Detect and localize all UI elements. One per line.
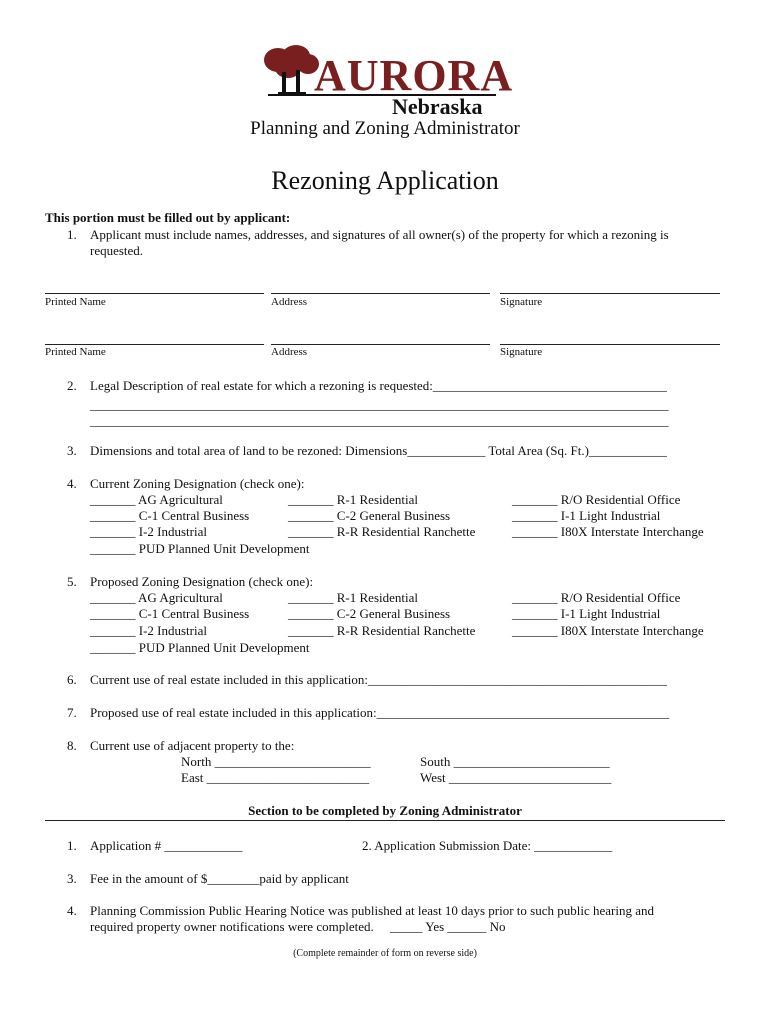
submission-date-field[interactable]: 2. Application Submission Date: ____________ [362, 838, 613, 853]
item-4-number: 4. [67, 476, 77, 491]
printed-name-label: Printed Name [45, 296, 106, 308]
proposed-zone-r1[interactable]: _______ R-1 Residential [288, 590, 418, 605]
proposed-zone-ag[interactable]: _______ AG Agricultural [90, 590, 223, 605]
proposed-zoning-heading: Proposed Zoning Designation (check one): [90, 574, 314, 589]
address-label: Address [271, 346, 308, 358]
current-zone-rr[interactable]: _______ R-R Residential Ranchette [288, 524, 476, 539]
item-8-number: 8. [67, 738, 77, 753]
item-6-number: 6. [67, 672, 77, 687]
logo-state: Nebraska [392, 94, 483, 119]
admin-item-4-number: 4. [67, 903, 77, 918]
signature-line-1[interactable] [500, 293, 720, 294]
admin-item-3-number: 3. [67, 871, 77, 886]
adjacent-west-field[interactable]: West _________________________ [420, 770, 612, 785]
proposed-use-field[interactable]: Proposed use of real estate included in this application:_____________________________________________ [90, 705, 670, 720]
adjacent-east-field[interactable]: East _________________________ [181, 770, 370, 785]
admin-section-heading: Section to be completed by Zoning Administrator [248, 803, 522, 818]
admin-section-rule [45, 820, 725, 821]
adjacent-north-field[interactable]: North ________________________ [181, 754, 371, 769]
proposed-zone-i1[interactable]: _______ I-1 Light Industrial [512, 606, 661, 621]
current-zone-ro[interactable]: _______ R/O Residential Office [512, 492, 681, 507]
notice-yes-no-field[interactable]: required property owner notifications were completed. _____ Yes ______ No [90, 919, 506, 934]
footer-note: (Complete remainder of form on reverse side) [293, 948, 477, 959]
current-zone-r1[interactable]: _______ R-1 Residential [288, 492, 418, 507]
item-1-number: 1. [67, 227, 77, 242]
printed-name-label: Printed Name [45, 346, 106, 358]
office-name: Planning and Zoning Administrator [250, 118, 520, 139]
proposed-zone-rr[interactable]: _______ R-R Residential Ranchette [288, 623, 476, 638]
page-title: Rezoning Application [271, 166, 499, 195]
current-zoning-heading: Current Zoning Designation (check one): [90, 476, 305, 491]
item-1-text-cont: requested. [90, 243, 144, 258]
signature-line-2[interactable] [500, 344, 720, 345]
current-zone-pud[interactable]: _______ PUD Planned Unit Development [90, 541, 310, 556]
fee-amount-field[interactable]: Fee in the amount of $________paid by applicant [90, 871, 349, 886]
proposed-zone-i2[interactable]: _______ I-2 Industrial [90, 623, 207, 638]
proposed-zone-i80x[interactable]: _______ I80X Interstate Interchange [512, 623, 704, 638]
signature-label: Signature [500, 296, 543, 308]
signature-label: Signature [500, 346, 543, 358]
current-zone-c2[interactable]: _______ C-2 General Business [288, 508, 451, 523]
hearing-notice-text: Planning Commission Public Hearing Notice was published at least 10 days prior to such public hearing and [90, 903, 654, 918]
address-label: Address [271, 296, 308, 308]
legal-description-field[interactable]: Legal Description of real estate for which a rezoning is requested:____________________________________ [90, 378, 667, 393]
item-7-number: 7. [67, 705, 77, 720]
proposed-zone-ro[interactable]: _______ R/O Residential Office [512, 590, 681, 605]
proposed-zone-pud[interactable]: _______ PUD Planned Unit Development [90, 640, 310, 655]
current-zone-i80x[interactable]: _______ I80X Interstate Interchange [512, 524, 704, 539]
current-use-field[interactable]: Current use of real estate included in this application:______________________________________________ [90, 672, 667, 687]
address-line-1[interactable] [271, 293, 490, 294]
printed-name-line-1[interactable] [45, 293, 264, 294]
item-2-number: 2. [67, 378, 77, 393]
current-zone-c1[interactable]: _______ C-1 Central Business [90, 508, 250, 523]
proposed-zone-c2[interactable]: _______ C-2 General Business [288, 606, 451, 621]
item-3-number: 3. [67, 443, 77, 458]
proposed-zone-c1[interactable]: _______ C-1 Central Business [90, 606, 250, 621]
tree-logo-icon [262, 44, 320, 96]
logo-wordmark: AURORA [314, 51, 514, 100]
admin-item-1-number: 1. [67, 838, 77, 853]
printed-name-line-2[interactable] [45, 344, 264, 345]
application-number-field[interactable]: Application # ____________ [90, 838, 243, 853]
current-zone-i1[interactable]: _______ I-1 Light Industrial [512, 508, 661, 523]
adjacent-south-field[interactable]: South ________________________ [420, 754, 610, 769]
item-5-number: 5. [67, 574, 77, 589]
address-line-2[interactable] [271, 344, 490, 345]
item-1-text: Applicant must include names, addresses, and signatures of all owner(s) of the property for which a rezoning is [90, 227, 669, 242]
adjacent-use-heading: Current use of adjacent property to the: [90, 738, 295, 753]
applicant-section-heading: This portion must be filled out by applicant: [45, 210, 291, 225]
legal-description-line-3[interactable]: _________________________________________________________________________________________ [90, 413, 669, 428]
current-zone-ag[interactable]: _______ AG Agricultural [90, 492, 223, 507]
current-zone-i2[interactable]: _______ I-2 Industrial [90, 524, 207, 539]
legal-description-line-2[interactable]: _________________________________________________________________________________________ [90, 397, 669, 412]
dimensions-area-field[interactable]: Dimensions and total area of land to be rezoned: Dimensions____________ Total Area (Sq. Ft.)____________ [90, 443, 667, 458]
